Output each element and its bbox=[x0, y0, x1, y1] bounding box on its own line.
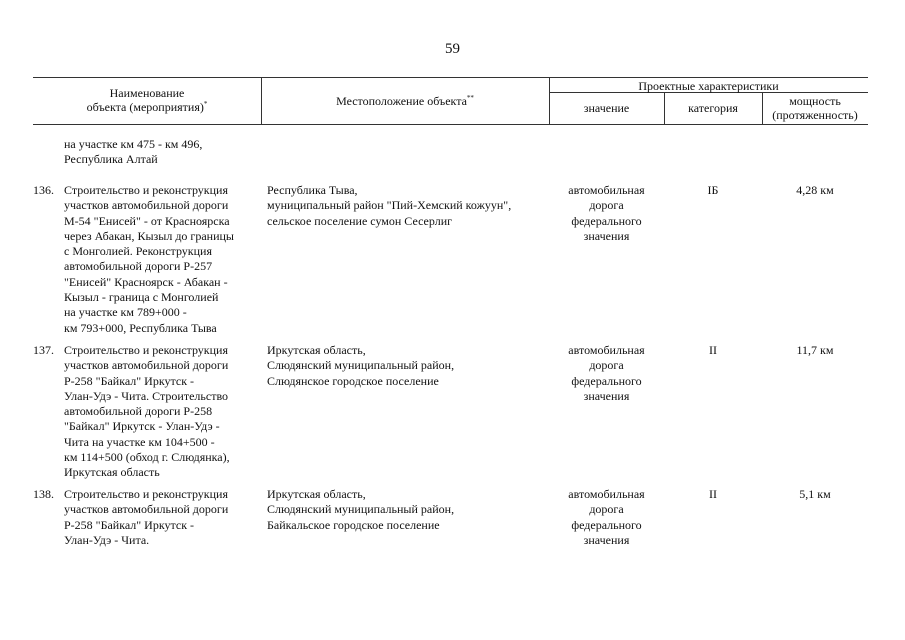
row-capacity: 11,7 км bbox=[796, 343, 834, 357]
row-location: Республика Тыва, муниципальный район "Пий-Хемский кожуун", сельское поселение сумон Сесерлиг bbox=[267, 183, 512, 228]
header-location-cell bbox=[261, 94, 549, 108]
row-value: автомобильная дорога федерального значения bbox=[568, 487, 645, 547]
header-name-footnote-mark: * bbox=[203, 100, 208, 108]
row-name: Строительство и реконструкция участков автомобильной дороги М-54 "Енисей" - от Красноярска через Абакан, Кызыл до границы с Монголией. Реконструкция автомобильной дороги Р-257 "Енисей" Красноярск - Абакан - Кызыл - граница с Монголией на участке км 789+000 - км 793+000, Республика Тыва bbox=[64, 183, 234, 335]
header-location: Местоположение объекта bbox=[336, 94, 467, 108]
row-number: 138. bbox=[33, 487, 54, 501]
row-capacity: 4,28 км bbox=[796, 183, 834, 197]
header-location-footnote-mark: ** bbox=[466, 94, 474, 102]
row-name: Строительство и реконструкция участков автомобильной дороги Р-258 "Байкал" Иркутск - Улан-Удэ - Чита. Строительство автомобильной дороги Р-258 "Байкал" Иркутск - Улан-Удэ - Чита на участке км 104+500 - км 114+500 (обход г. Слюдянка), Иркутская область bbox=[64, 343, 230, 480]
header-name-line1: Наименование bbox=[109, 86, 185, 100]
row-number: 136. bbox=[33, 183, 54, 197]
header-value: значение bbox=[583, 101, 630, 115]
continuation-name: на участке км 475 - км 496, Республика Алтай bbox=[64, 137, 203, 167]
row-location: Иркутская область, Слюдянский муниципальный район, Слюдянское городское поселение bbox=[267, 343, 455, 388]
row-category: II bbox=[709, 487, 717, 501]
row-value: автомобильная дорога федерального значения bbox=[568, 343, 645, 403]
row-category: II bbox=[709, 343, 717, 357]
header-name-cell bbox=[33, 86, 261, 114]
header-name-line2: объекта (мероприятия) bbox=[86, 100, 204, 114]
row-capacity: 5,1 км bbox=[799, 487, 831, 501]
row-number: 137. bbox=[33, 343, 54, 357]
header-category: категория bbox=[688, 101, 738, 115]
header-bottom-rule bbox=[33, 124, 868, 125]
header-capacity-cell bbox=[762, 94, 868, 122]
header-capacity-line1: мощность bbox=[789, 94, 841, 108]
row-name: Строительство и реконструкция участков автомобильной дороги Р-258 "Байкал" Иркутск - Улан-Удэ - Чита. bbox=[64, 487, 229, 547]
header-characteristics: Проектные характеристики bbox=[638, 79, 779, 93]
page-number: 59 bbox=[445, 41, 460, 57]
table-top-rule bbox=[33, 77, 868, 78]
header-capacity-line2: (протяженность) bbox=[772, 108, 858, 122]
header-name-line2-wrap bbox=[33, 100, 261, 114]
row-category: IБ bbox=[707, 183, 719, 197]
row-location: Иркутская область, Слюдянский муниципальный район, Байкальское городское поселение bbox=[267, 487, 455, 532]
row-value: автомобильная дорога федерального значения bbox=[568, 183, 645, 243]
